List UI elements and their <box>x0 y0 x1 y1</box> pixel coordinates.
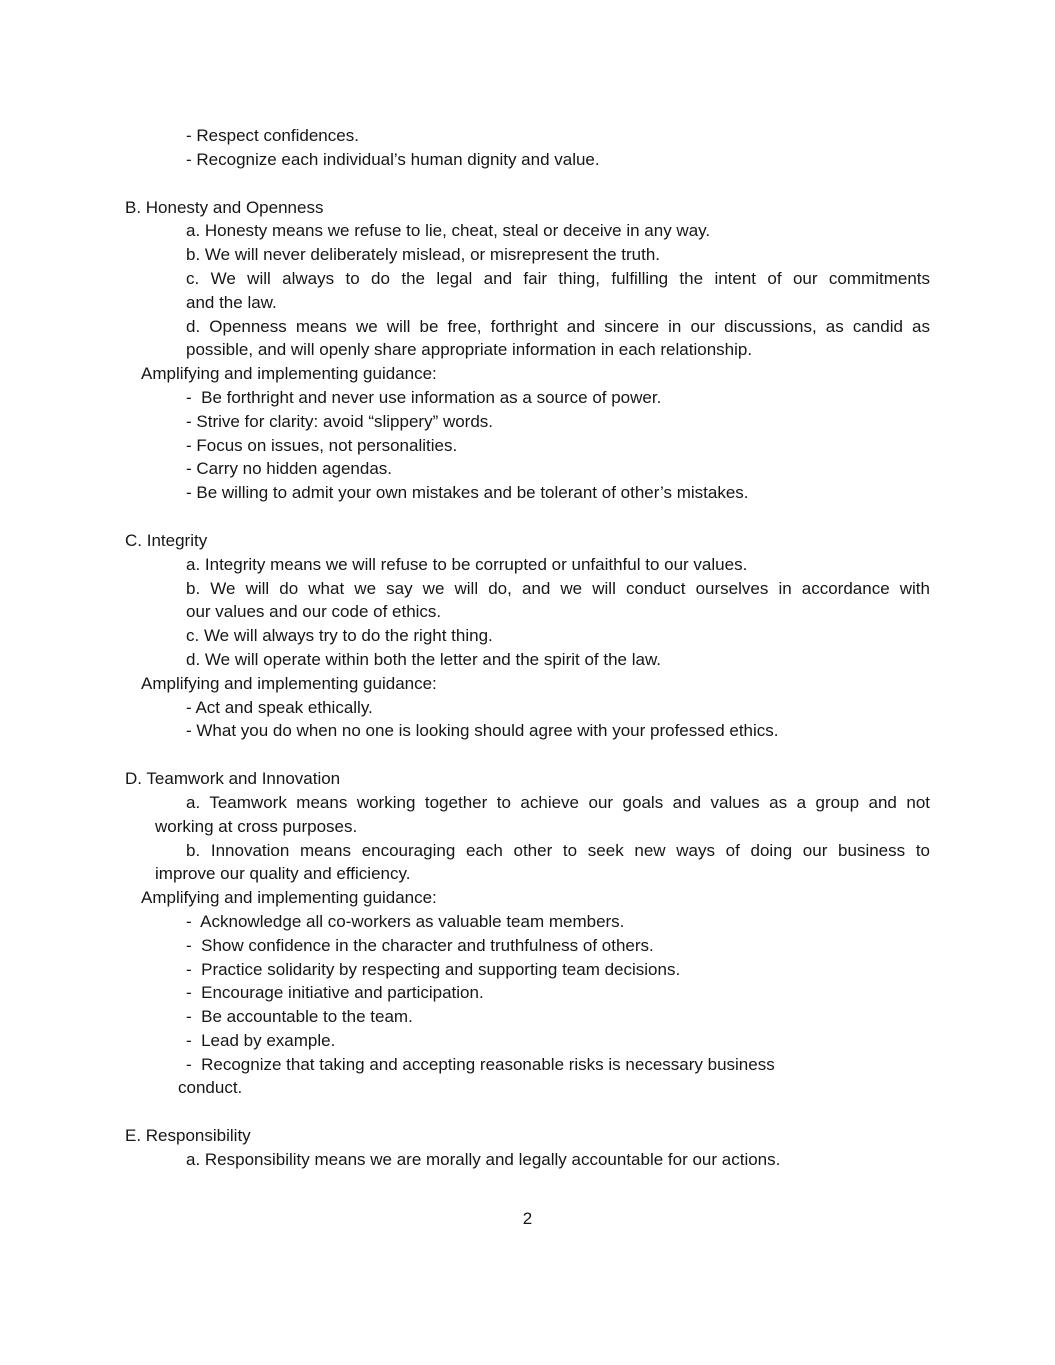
doc-line: working at cross purposes. <box>155 816 358 836</box>
doc-line: conduct. <box>178 1078 243 1098</box>
page-number: 2 <box>522 1209 533 1228</box>
section-heading: D. Teamwork and Innovation <box>125 769 341 789</box>
guidance-item: - Be willing to admit your own mistakes and be tolerant of other’s mistakes. <box>186 483 749 503</box>
doc-line: c. We will always to do the legal and fair thing, fulfilling the intent of our commitments <box>186 268 930 288</box>
doc-line: - Recognize each individual’s human dignity and value. <box>186 149 600 169</box>
doc-line: b. We will do what we say we will do, and we will conduct ourselves in accordance with <box>186 578 930 598</box>
guidance-label: Amplifying and implementing guidance: <box>141 673 437 693</box>
doc-line: a. Integrity means we will refuse to be corrupted or unfaithful to our values. <box>186 554 748 574</box>
doc-line: b. We will never deliberately mislead, or misrepresent the truth. <box>186 245 660 265</box>
guidance-item: - Recognize that taking and accepting reasonable risks is necessary business <box>186 1054 775 1074</box>
section-heading: E. Responsibility <box>125 1126 251 1146</box>
doc-line: possible, and will openly share appropriate information in each relationship. <box>186 340 753 360</box>
doc-line: a. Teamwork means working together to achieve our goals and values as a group and not <box>186 792 930 812</box>
doc-line: - Respect confidences. <box>186 126 359 145</box>
section-teamwork-and-innovation <box>0 767 1055 1100</box>
guidance-item: - Be accountable to the team. <box>186 1007 413 1027</box>
guidance-item: - What you do when no one is looking should agree with your professed ethics. <box>186 721 779 741</box>
section-heading: B. Honesty and Openness <box>125 197 324 217</box>
guidance-label: Amplifying and implementing guidance: <box>141 364 437 384</box>
section-heading: C. Integrity <box>125 530 208 550</box>
guidance-item: - Acknowledge all co-workers as valuable team members. <box>186 911 625 931</box>
guidance-item: - Carry no hidden agendas. <box>186 459 393 479</box>
doc-line: and the law. <box>186 292 277 312</box>
guidance-item: - Focus on issues, not personalities. <box>186 435 458 455</box>
doc-line: improve our quality and efficiency. <box>155 864 411 884</box>
doc-line: d. We will operate within both the letter and the spirit of the law. <box>186 649 662 669</box>
doc-line: c. We will always try to do the right thing. <box>186 626 493 646</box>
guidance-item: - Show confidence in the character and truthfulness of others. <box>186 935 654 955</box>
guidance-item: - Act and speak ethically. <box>186 697 373 717</box>
guidance-item: - Lead by example. <box>186 1030 336 1050</box>
doc-line: a. Honesty means we refuse to lie, cheat, steal or deceive in any way. <box>186 221 711 241</box>
guidance-item: - Be forthright and never use information as a source of power. <box>186 387 662 407</box>
guidance-label: Amplifying and implementing guidance: <box>141 888 437 908</box>
section-integrity <box>0 529 1055 743</box>
guidance-item: - Practice solidarity by respecting and supporting team decisions. <box>186 959 681 979</box>
doc-line: d. Openness means we will be free, forthright and sincere in our discussions, as candid as <box>186 316 930 336</box>
guidance-item: - Strive for clarity: avoid “slippery” words. <box>186 411 494 431</box>
section-honesty-and-openness <box>0 196 1055 505</box>
guidance-item: - Encourage initiative and participation. <box>186 983 484 1003</box>
section-responsibility <box>0 1124 1055 1172</box>
doc-line: b. Innovation means encouraging each other to seek new ways of doing our business to <box>186 840 930 860</box>
doc-line: our values and our code of ethics. <box>186 602 442 622</box>
doc-line: a. Responsibility means we are morally and legally accountable for our actions. <box>186 1150 781 1170</box>
